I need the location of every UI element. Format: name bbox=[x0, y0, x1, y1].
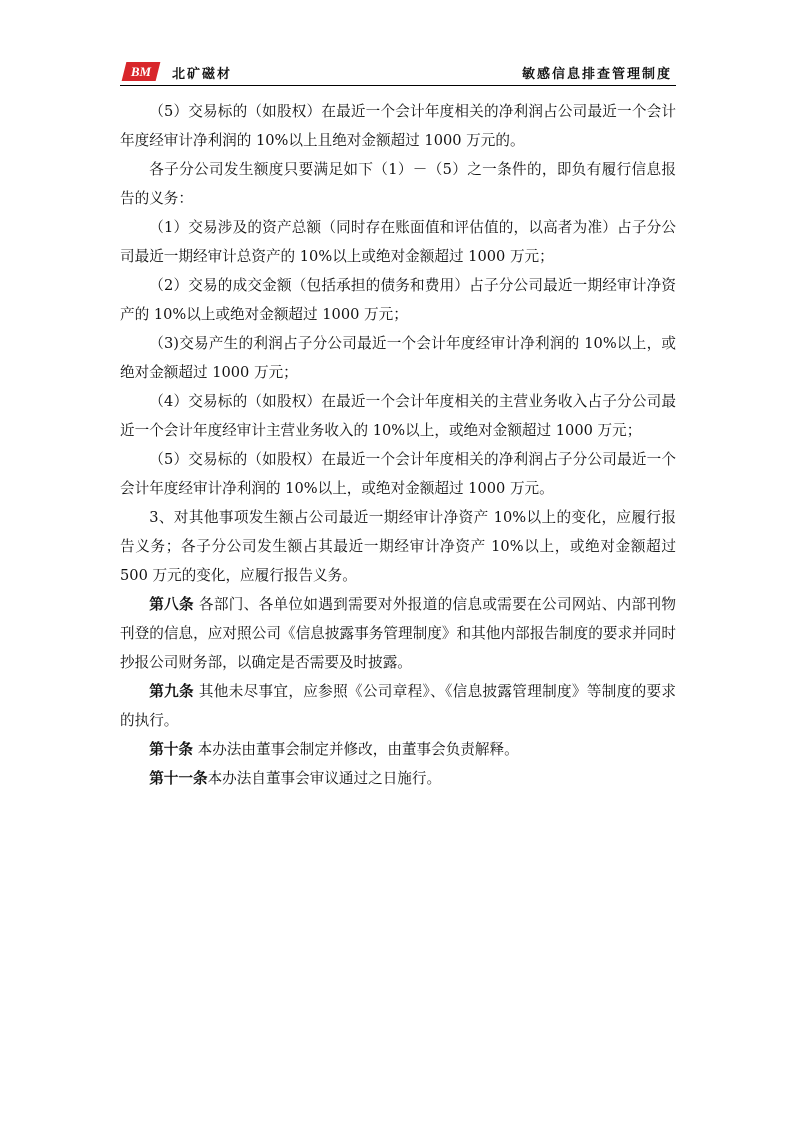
article-9 bbox=[120, 677, 676, 735]
article-10-text: 本办法由董事会制定并修改，由董事会负责解释。 bbox=[192, 741, 519, 758]
article-11-label: 第十一条 bbox=[149, 770, 208, 787]
document-title: 敏感信息排查管理制度 bbox=[521, 67, 672, 82]
article-8 bbox=[120, 590, 676, 677]
company-logo bbox=[122, 62, 161, 81]
article-8-text: 各部门、各单位如遇到需要对外报道的信息或需要在公司网站、内部刊物刊登的信息，应对照公司《信息披露事务管理制度》和其他内部报告制度的要求并同时抄报公司财务部，以确定是否需要及时披露。 bbox=[120, 596, 676, 671]
logo-text: BM bbox=[130, 63, 152, 79]
paragraph-condition-4: （4）交易标的（如股权）在最近一个会计年度相关的主营业务收入占子分公司最近一个会计年度经审计主营业务收入的 10%以上，或绝对金额超过 1000 万元； bbox=[120, 393, 676, 439]
article-10 bbox=[120, 735, 676, 764]
article-9-text: 其他未尽事宜，应参照《公司章程》、《信息披露管理制度》等制度的要求的执行。 bbox=[120, 683, 676, 729]
paragraph-other-matters: 3、对其他事项发生额占公司最近一期经审计净资产 10%以上的变化，应履行报告义务；各子分公司发生额占其最近一期经审计净资产 10%以上，或绝对金额超过 500 万元的变化，应履行报告义务。 bbox=[120, 509, 676, 584]
header-rule bbox=[120, 85, 676, 86]
paragraph-condition-1: （1）交易涉及的资产总额（同时存在账面值和评估值的，以高者为准）占子分公司最近一期经审计总资产的 10%以上或绝对金额超过 1000 万元； bbox=[120, 219, 676, 265]
paragraph-condition-2: （2）交易的成交金额（包括承担的债务和费用）占子分公司最近一期经审计净资产的 10%以上或绝对金额超过 1000 万元； bbox=[120, 277, 676, 323]
article-9-label: 第九条 bbox=[149, 683, 194, 700]
document-body bbox=[120, 97, 676, 793]
article-11 bbox=[120, 764, 676, 793]
article-10-label: 第十条 bbox=[149, 741, 193, 758]
paragraph-subsidiary-conditions: 各子分公司发生额度只要满足如下（1）－（5）之一条件的，即负有履行信息报告的义务： bbox=[120, 161, 676, 207]
article-11-text: 本办法自董事会审议通过之日施行。 bbox=[207, 770, 442, 787]
article-8-label: 第八条 bbox=[149, 596, 194, 613]
company-name: 北矿磁材 bbox=[172, 67, 233, 82]
paragraph-condition-5: （5）交易标的（如股权）在最近一个会计年度相关的净利润占子分公司最近一个会计年度经审计净利润的 10%以上，或绝对金额超过 1000 万元。 bbox=[120, 451, 676, 497]
paragraph-item-5-company: （5）交易标的（如股权）在最近一个会计年度相关的净利润占公司最近一个会计年度经审计净利润的 10%以上且绝对金额超过 1000 万元的。 bbox=[120, 103, 676, 149]
paragraph-condition-3: （3)交易产生的利润占子分公司最近一个会计年度经审计净利润的 10%以上，或绝对金额超过 1000 万元； bbox=[120, 335, 676, 381]
page-header bbox=[120, 60, 676, 84]
